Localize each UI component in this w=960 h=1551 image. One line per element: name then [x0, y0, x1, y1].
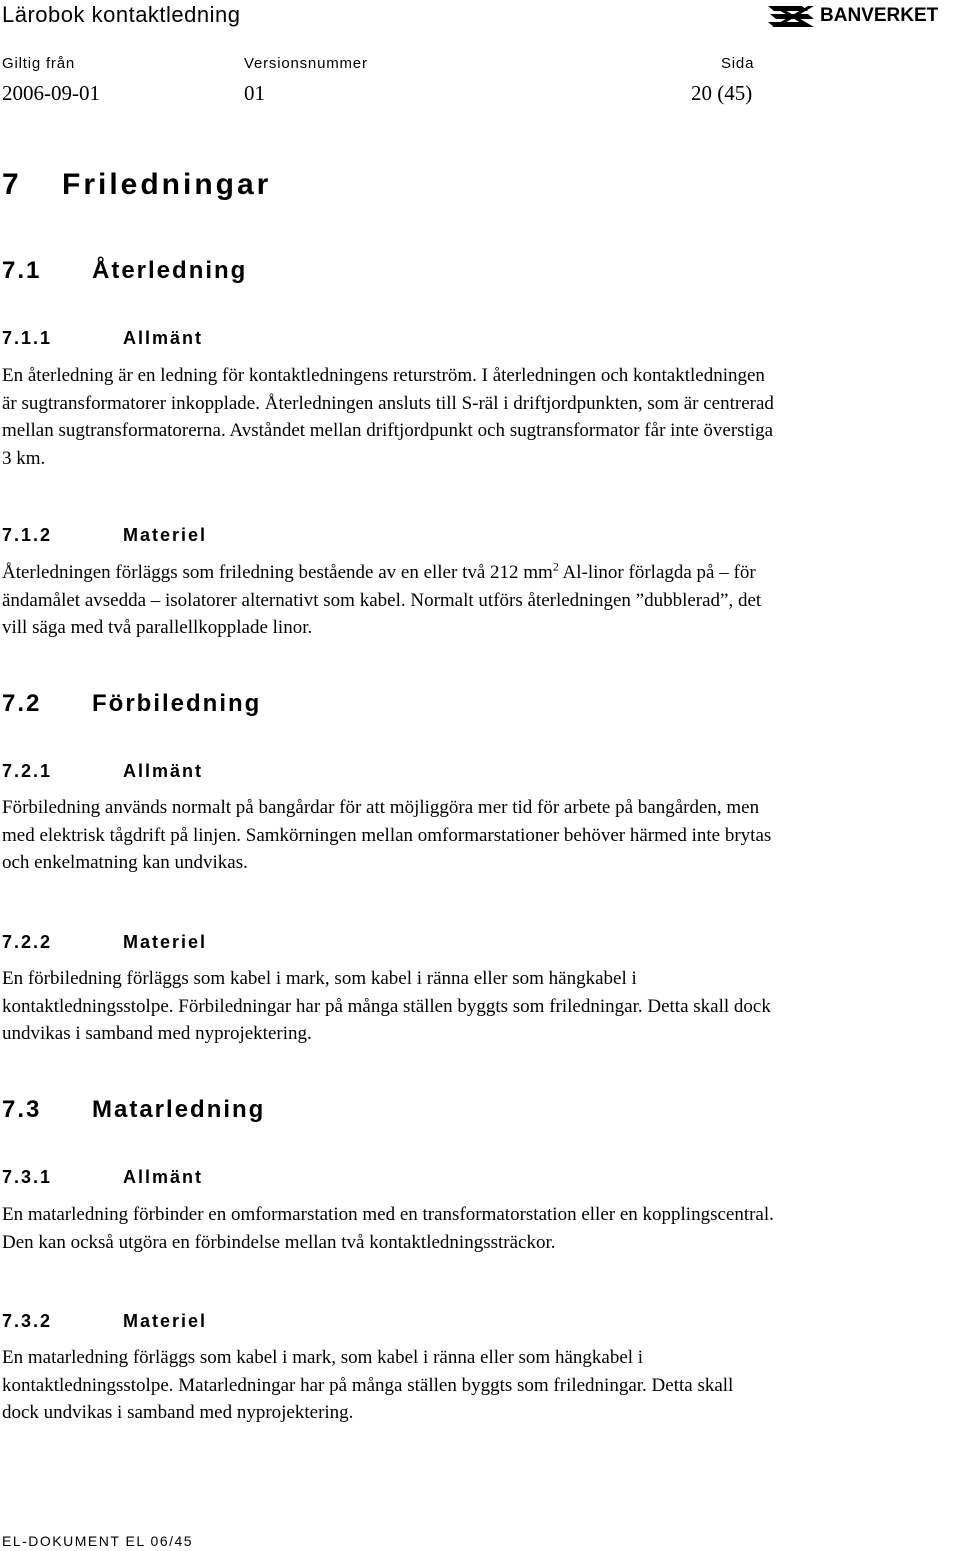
paragraph-line: kontaktledningsstolpe. Matarledningar har på många ställen byggts som friledningar. Detta skall [2, 1374, 734, 1396]
paragraph-line: vill säga med två parallellkopplade linor. [2, 617, 313, 638]
subsection-title: Allmänt [123, 1167, 204, 1187]
subsection-number: 7.2.2 [2, 932, 53, 952]
valid-from-value: 2006-09-01 [2, 81, 100, 105]
paragraph-7-3-1 [2, 1201, 958, 1256]
chapter-heading [2, 168, 271, 202]
paragraph-line: En återledning är en ledning för kontaktledningens returström. I återledningen och kontaktledningen [2, 365, 765, 386]
paragraph-7-2-2 [2, 965, 958, 1048]
chapter-number: 7 [2, 168, 22, 201]
superscript: 2 [552, 559, 559, 574]
paragraph-line [2, 559, 958, 587]
paragraph-line: undvikas i samband med nyprojektering. [2, 1023, 312, 1044]
subsection-heading-7-3-2 [2, 1311, 207, 1332]
subsection-number: 7.1.1 [2, 328, 53, 348]
section-number: 7.1 [2, 257, 42, 284]
paragraph-line: med elektrisk tågdrift på linjen. Samkörningen mellan omformarstationer behöver härmed inte brytas [2, 824, 772, 846]
brand-name: BANVERKET [820, 5, 939, 26]
line-text: Återledningen förläggs som friledning bestående av en eller två 212 mm [2, 562, 553, 583]
subsection-heading-7-2-2 [2, 932, 207, 953]
subsection-number: 7.2.1 [2, 761, 53, 781]
subsection-number: 7.3.2 [2, 1311, 53, 1331]
chapter-title: Friledningar [62, 168, 272, 201]
paragraph-line: Den kan också utgöra en förbindelse mellan två kontaktledningssträckor. [2, 1231, 556, 1253]
subsection-number: 7.1.2 [2, 525, 53, 545]
subsection-title: Allmänt [123, 761, 204, 781]
banverket-logo [768, 2, 944, 32]
subsection-title: Materiel [123, 525, 208, 545]
page-value: 20 (45) [691, 81, 753, 105]
section-number: 7.2 [2, 690, 42, 717]
paragraph-line: En förbiledning förläggs som kabel i mark, som kabel i ränna eller som hängkabel i [2, 968, 637, 989]
paragraph-line: dock undvikas i samband med nyprojektering. [2, 1402, 354, 1423]
subsection-title: Allmänt [123, 328, 204, 348]
section-heading-7-1 [2, 257, 247, 285]
subsection-heading-7-2-1 [2, 761, 203, 782]
section-number: 7.3 [2, 1096, 42, 1123]
subsection-heading-7-1-2 [2, 525, 207, 546]
section-heading-7-2 [2, 690, 261, 718]
page-label: Sida [721, 55, 755, 72]
section-title: Återledning [92, 257, 248, 284]
subsection-title: Materiel [123, 932, 208, 952]
paragraph-line: ändamålet avsedda – isolatorer alternativt som kabel. Normalt utförs återledningen ”dubblerad”, det [2, 589, 762, 611]
subsection-number: 7.3.1 [2, 1167, 53, 1187]
paragraph-7-1-1 [2, 362, 958, 472]
paragraph-line: En matarledning förbinder en omformarstation med en transformatorstation eller en kopplingscentral. [2, 1204, 774, 1225]
section-heading-7-3 [2, 1096, 265, 1124]
paragraph-7-2-1 [2, 794, 958, 877]
version-label: Versionsnummer [244, 55, 368, 72]
footer-doc-id: EL-DOKUMENT EL 06/45 [2, 1533, 194, 1549]
paragraph-line: Förbiledning används normalt på bangårdar för att möjliggöra mer tid för arbete på bangården, men [2, 797, 760, 818]
paragraph-7-3-2 [2, 1344, 958, 1427]
line-text: Al-linor förlagda på – för [558, 562, 756, 583]
paragraph-line: mellan sugtransformatorerna. Avståndet mellan driftjordpunkt och sugtransformator får inte överstiga [2, 420, 774, 441]
paragraph-line: kontaktledningsstolpe. Förbiledningar har på många ställen byggts som friledningar. Detta skall dock [2, 995, 771, 1017]
section-title: Förbiledning [92, 690, 262, 717]
version-value: 01 [244, 81, 265, 105]
paragraph-line: och enkelmatning kan undvikas. [2, 852, 248, 873]
paragraph-7-1-2 [2, 559, 958, 642]
subsection-heading-7-3-1 [2, 1167, 203, 1188]
subsection-heading-7-1-1 [2, 328, 203, 349]
subsection-title: Materiel [123, 1311, 208, 1331]
section-title: Matarledning [92, 1096, 266, 1123]
valid-from-label: Giltig från [2, 55, 75, 72]
paragraph-line: är sugtransformatorer inkopplade. Återledningen ansluts till S-räl i driftjordpunkten, som är centrerad [2, 392, 774, 414]
document-title: Lärobok kontaktledning [2, 2, 241, 27]
paragraph-line: 3 km. [2, 447, 46, 469]
paragraph-line: En matarledning förläggs som kabel i mark, som kabel i ränna eller som hängkabel i [2, 1347, 644, 1368]
